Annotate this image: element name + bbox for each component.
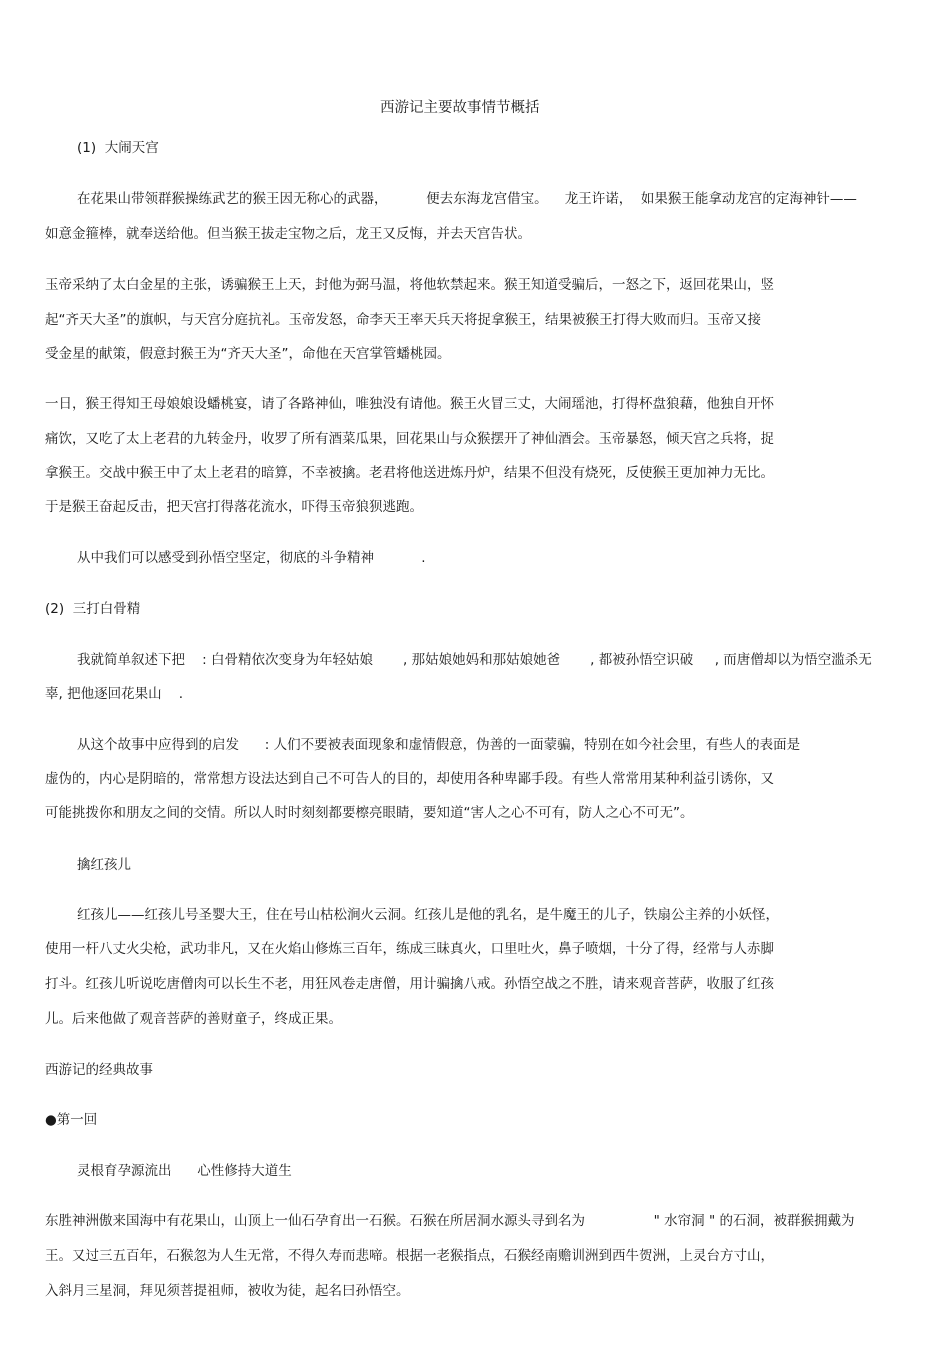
paragraph-line: 东胜神洲傲来国海中有花果山，山顶上一仙石孕育出一石猴。石猴在所居洞水源头寻到名为 " 水帘洞 " 的石洞，被群猴拥戴为 — [45, 1213, 855, 1229]
paragraph-line: 起“齐天大圣”的旗帜，与天宫分庭抗礼。玉帝发怒，命李天王率天兵天将捉拿猴王，结果被猴王打得大败而归。玉帝又接 — [45, 312, 761, 328]
paragraph-line: 痛饮，又吃了太上老君的九转金丹，收罗了所有酒菜瓜果，回花果山与众猴摆开了神仙酒会。玉帝暴怒，倾天宫之兵将，捉 — [45, 431, 774, 447]
paragraph-line: 虚伪的，内心是阴暗的，常常想方设法达到自己不可告人的目的，却使用各种卑鄙手段。有些人常常用某种利益引诱你，又 — [45, 771, 774, 787]
paragraph-line: 从这个故事中应得到的启发 : 人们不要被表面现象和虚情假意，伪善的一面蒙骗，特别在如今社会里，有些人的表面是 — [77, 737, 801, 753]
paragraph-line: 受金星的献策，假意封猴王为“齐天大圣”，命他在天宫掌管蟠桃园。 — [45, 346, 451, 362]
paragraph-line: 一日，猴王得知王母娘娘设蟠桃宴，请了各路神仙，唯独没有请他。猴王火冒三丈，大闹瑶池，打得杯盘狼藉，他独自开怀 — [45, 396, 774, 412]
paragraph-line: 使用一杆八丈火尖枪，武功非凡，又在火焰山修炼三百年，练成三昧真火，口里吐火，鼻子喷烟，十分了得，经常与人赤脚 — [45, 941, 774, 957]
section-heading-red-boy: 擒红孩儿 — [77, 857, 131, 873]
paragraph-line: 从中我们可以感受到孙悟空坚定，彻底的斗争精神 . — [77, 550, 426, 566]
document-title: 西游记主要故事情节概括 — [380, 100, 540, 116]
section-heading-white-bone-demon: (2) 三打白骨精 — [45, 601, 141, 617]
paragraph-line: 王。又过三五百年，石猴忽为人生无常，不得久寿而悲啼。根据一老猴指点，石猴经南赡训洲到西牛贺洲，上灵台方寸山， — [45, 1248, 774, 1264]
paragraph-line: 于是猴王奋起反击，把天宫打得落花流水，吓得玉帝狼狈逃跑。 — [45, 499, 423, 515]
chapter-label: ●第一回 — [45, 1112, 98, 1128]
paragraph-line: 在花果山带领群猴操练武艺的猴王因无称心的武器， 便去东海龙宫借宝。 龙王许诺， 如果猴王能拿动龙宫的定海神针—— — [77, 191, 857, 207]
paragraph-line: 红孩儿——红孩儿号圣婴大王，住在号山枯松涧火云洞。红孩儿是他的乳名，是牛魔王的儿子，铁扇公主养的小妖怪， — [77, 907, 779, 923]
paragraph-line: 打斗。红孩儿听说吃唐僧肉可以长生不老，用狂风卷走唐僧，用计骗擒八戒。孙悟空战之不胜，请来观音菩萨，收服了红孩 — [45, 976, 774, 992]
paragraph-line: 可能挑拨你和朋友之间的交情。所以人时时刻刻都要檫亮眼睛，要知道“害人之心不可有，防人之心不可无”。 — [45, 805, 694, 821]
paragraph-line: 我就简单叙述下把 : 白骨精依次变身为年轻姑娘 , 那姑娘她妈和那姑娘她爸 , 都被孙悟空识破 , 而唐僧却以为悟空滥杀无 — [77, 652, 872, 668]
section-heading-classic-stories: 西游记的经典故事 — [45, 1062, 153, 1078]
paragraph-line: 玉帝采纳了太白金星的主张，诱骗猴王上天，封他为弼马温，将他软禁起来。猴王知道受骗后，一怒之下，返回花果山，竖 — [45, 277, 774, 293]
paragraph-line: 儿。后来他做了观音菩萨的善财童子，终成正果。 — [45, 1011, 342, 1027]
section-heading-havoc-in-heaven: (1) 大闹天宫 — [77, 140, 159, 156]
paragraph-line: 辜, 把他逐回花果山 . — [45, 686, 184, 702]
chapter-title: 灵根育孕源流出 心性修持大道生 — [77, 1163, 292, 1179]
paragraph-line: 入斜月三星洞，拜见须菩提祖师，被收为徒，起名曰孙悟空。 — [45, 1283, 410, 1299]
paragraph-line: 如意金箍棒，就奉送给他。但当猴王拔走宝物之后，龙王又反悔，并去天宫告状。 — [45, 226, 531, 242]
paragraph-line: 拿猴王。交战中猴王中了太上老君的暗算，不幸被擒。老君将他送进炼丹炉，结果不但没有烧死，反使猴王更加神力无比。 — [45, 465, 774, 481]
